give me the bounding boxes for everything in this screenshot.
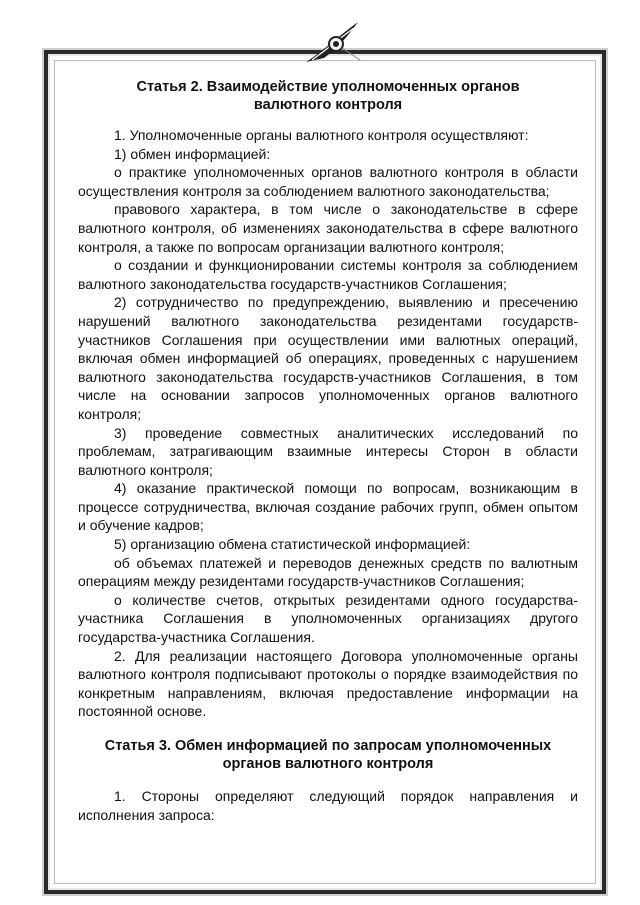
document-body: [78, 78, 578, 824]
paragraph: 1. Уполномоченные органы валютного контроля осуществляют:: [114, 127, 529, 143]
paragraph: 1. Стороны определяют следующий порядок направления и исполнения запроса:: [78, 788, 578, 823]
paragraph: 2) сотрудничество по предупреждению, выявлению и пресечению нарушений валютного законодательства резидентами государств-участников Соглашения при осуществлении ими валютных операций, включая обмен информацией об операциях, проведенных с нарушением валютного законодательства государств-участников Соглашения, в том числе на основании запросов уполномоченных органов валютного контроля;: [78, 294, 578, 422]
article-3-heading: Статья 3. Обмен информацией по запросам уполномоченных органов валютного контроля: [104, 738, 552, 772]
paragraph: об объемах платежей и переводов денежных средств по валютным операциям между резидентами государств-участников Соглашения;: [78, 554, 578, 590]
emblem-logo: [302, 18, 362, 66]
paragraph: 4) оказание практической помощи по вопросам, возникающим в процессе сотрудничества, включая создание рабочих групп, обмен опытом и обучение кадров;: [78, 480, 578, 534]
paragraph: 5) организацию обмена статистической информацией:: [114, 536, 471, 553]
article-2-heading: Статья 2. Взаимодействие уполномоченных органов валютного контроля: [136, 79, 520, 113]
paragraph: 3) проведение совместных аналитических исследований по проблемам, затрагивающим взаимные интересы Сторон в области валютного контроля;: [78, 424, 578, 478]
paragraph: 2. Для реализации настоящего Договора уполномоченные органы валютного контроля подписывают протоколы о порядке взаимодействия по конкретным направлениям, включая предоставление информации на постоянной основе.: [78, 647, 578, 720]
paragraph: о создании и функционировании системы контроля за соблюдением валютного законодательства государств-участников Соглашения;: [78, 257, 578, 292]
paragraph: о количестве счетов, открытых резидентами одного государства-участника Соглашения в уполномоченных организациях другого государства-участника Соглашения.: [78, 591, 578, 646]
paragraph: 1) обмен информацией:: [114, 145, 271, 162]
paragraph: о практике уполномоченных органов валютного контроля в области осуществления контроля за соблюдением валютного законодательства;: [78, 164, 578, 199]
paragraph: правового характера, в том числе о законодательстве в сфере валютного контроля, об изменениях законодательства в сфере валютного контроля, а также по вопросам организации валютного контроля;: [78, 201, 578, 255]
